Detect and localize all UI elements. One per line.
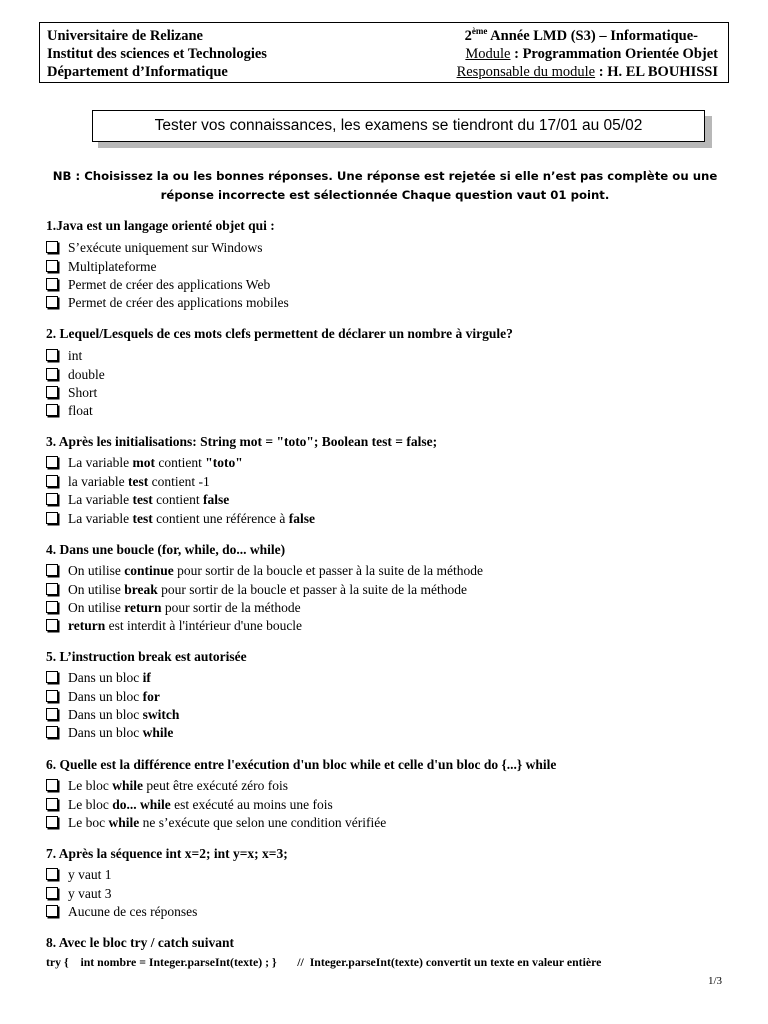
checkbox-icon[interactable] [46,493,58,505]
nb-line-1: NB : Choisissez la ou les bonnes réponses. Une réponse est rejetée si elle n’est pas complète ou une [52,169,718,183]
question-5-title: 5. L’instruction break est autorisée [46,649,247,664]
checkbox-icon[interactable] [46,404,58,416]
q4-option-1[interactable]: On utilise continue pour sortir de la boucle et passer à la suite de la méthode [46,563,483,579]
checkbox-icon[interactable] [46,296,58,308]
q2-option-3[interactable]: Short [46,385,97,401]
checkbox-icon[interactable] [46,456,58,468]
department-name: Département d’Informatique [47,64,228,80]
q5-option-3[interactable]: Dans un bloc switch [46,707,179,723]
q6-option-2[interactable]: Le bloc do... while est exécuté au moins une fois [46,797,333,813]
checkbox-icon[interactable] [46,798,58,810]
q1-option-4[interactable]: Permet de créer des applications mobiles [46,295,289,311]
checkbox-icon[interactable] [46,583,58,595]
nb-line-2: réponse incorrecte est sélectionnée Chaque question vaut 01 point. [160,188,610,202]
q5-option-2[interactable]: Dans un bloc for [46,689,160,705]
question-4-title: 4. Dans une boucle (for, while, do... while) [46,542,286,557]
checkbox-icon[interactable] [46,726,58,738]
checkbox-icon[interactable] [46,260,58,272]
q6-option-1[interactable]: Le bloc while peut être exécuté zéro fois [46,778,288,794]
q3-option-3[interactable]: La variable test contient false [46,492,229,508]
checkbox-icon[interactable] [46,349,58,361]
q1-option-3[interactable]: Permet de créer des applications Web [46,277,270,293]
checkbox-icon[interactable] [46,386,58,398]
q2-option-2[interactable]: double [46,367,105,383]
document-header [39,22,729,83]
q7-option-3[interactable]: Aucune de ces réponses [46,904,197,920]
q4-option-2[interactable]: On utilise break pour sortir de la boucle et passer à la suite de la méthode [46,582,467,598]
checkbox-icon[interactable] [46,601,58,613]
university-name: Universitaire de Relizane [47,28,203,44]
checkbox-icon[interactable] [46,779,58,791]
q8-code-line: try { int nombre = Integer.parseInt(texte) ; } // Integer.parseInt(texte) convertit un texte en valeur entière [46,955,602,969]
year-label: 2ème Année LMD (S3) – Informatique- [464,26,698,44]
q2-option-4[interactable]: float [46,403,93,419]
checkbox-icon[interactable] [46,512,58,524]
q3-option-2[interactable]: la variable test contient -1 [46,474,210,490]
q5-option-4[interactable]: Dans un bloc while [46,725,173,741]
checkbox-icon[interactable] [46,368,58,380]
q1-option-1[interactable]: S’exécute uniquement sur Windows [46,240,263,256]
q4-option-4[interactable]: return est interdit à l'intérieur d'une boucle [46,618,302,634]
checkbox-icon[interactable] [46,241,58,253]
q7-option-2[interactable]: y vaut 3 [46,886,112,902]
checkbox-icon[interactable] [46,564,58,576]
q6-option-3[interactable]: Le boc while ne s’exécute que selon une condition vérifiée [46,815,386,831]
exam-banner: Tester vos connaissances, les examens se tiendront du 17/01 au 05/02 [92,110,705,142]
q5-option-1[interactable]: Dans un bloc if [46,670,151,686]
question-2-title: 2. Lequel/Lesquels de ces mots clefs permettent de déclarer un nombre à virgule? [46,326,513,341]
q1-option-2[interactable]: Multiplateforme [46,259,156,275]
q4-option-3[interactable]: On utilise return pour sortir de la méthode [46,600,301,616]
institute-name: Institut des sciences et Technologies [47,46,267,62]
checkbox-icon[interactable] [46,671,58,683]
checkbox-icon[interactable] [46,278,58,290]
question-1-title: 1.Java est un langage orienté objet qui : [46,218,275,233]
q3-option-1[interactable]: La variable mot contient "toto" [46,455,243,471]
question-3-title: 3. Après les initialisations: String mot = "toto"; Boolean test = false; [46,434,438,449]
page-number: 1/3 [707,975,722,987]
checkbox-icon[interactable] [46,887,58,899]
module-label: Module : Programmation Orientée Objet [465,46,718,62]
checkbox-icon[interactable] [46,868,58,880]
checkbox-icon[interactable] [46,619,58,631]
q2-option-1[interactable]: int [46,348,82,364]
checkbox-icon[interactable] [46,708,58,720]
question-7-title: 7. Après la séquence int x=2; int y=x; x=3; [46,846,288,861]
checkbox-icon[interactable] [46,905,58,917]
checkbox-icon[interactable] [46,475,58,487]
q7-option-1[interactable]: y vaut 1 [46,867,112,883]
checkbox-icon[interactable] [46,816,58,828]
responsible-label: Responsable du module : H. EL BOUHISSI [456,64,718,80]
question-8-title: 8. Avec le bloc try / catch suivant [46,935,234,950]
checkbox-icon[interactable] [46,690,58,702]
question-6-title: 6. Quelle est la différence entre l'exécution d'un bloc while et celle d'un bloc do {...} while [46,757,557,772]
q3-option-4[interactable]: La variable test contient une référence à false [46,511,315,527]
